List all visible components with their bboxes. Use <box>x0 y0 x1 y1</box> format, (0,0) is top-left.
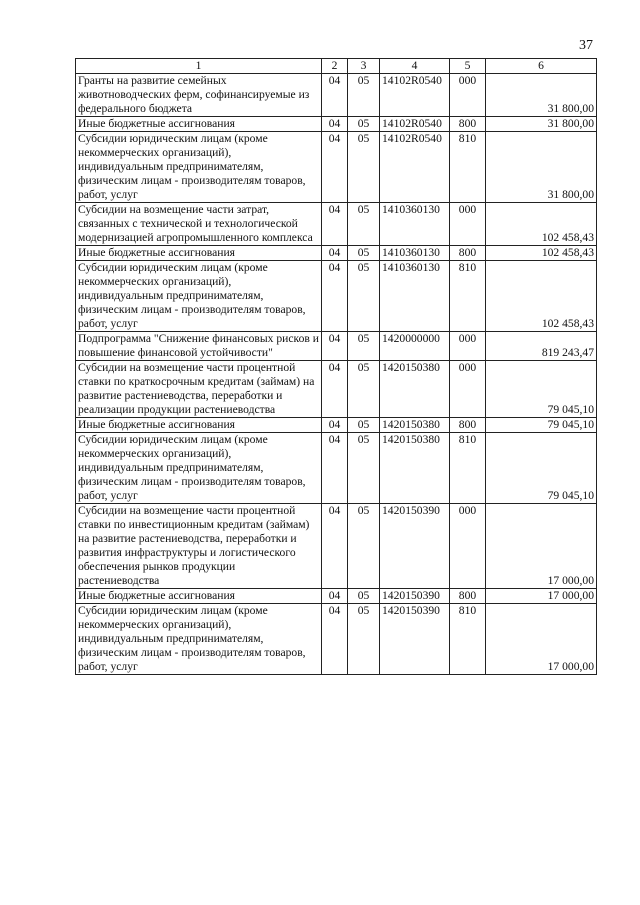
row-amount: 102 458,43 <box>486 203 597 246</box>
column-header: 3 <box>348 59 380 74</box>
row-name: Субсидии юридическим лицам (кроме некоммерческих организаций), индивидуальным предпринимателям, физическим лицам - производителям товаров, работ, услуг <box>76 261 322 332</box>
row-amount: 79 045,10 <box>486 418 597 433</box>
row-name: Иные бюджетные ассигнования <box>76 246 322 261</box>
row-target-code: 1420150380 <box>380 433 450 504</box>
row-target-code: 14102R0540 <box>380 74 450 117</box>
row-amount: 79 045,10 <box>486 361 597 418</box>
table-row <box>76 589 597 604</box>
column-header: 2 <box>322 59 348 74</box>
row-section: 04 <box>322 332 348 361</box>
row-subsection: 05 <box>348 433 380 504</box>
row-target-code: 1420000000 <box>380 332 450 361</box>
table-header-row <box>76 59 597 74</box>
column-header: 5 <box>450 59 486 74</box>
row-amount: 31 800,00 <box>486 132 597 203</box>
table-row <box>76 74 597 117</box>
row-name: Иные бюджетные ассигнования <box>76 418 322 433</box>
table-row <box>76 418 597 433</box>
row-amount: 102 458,43 <box>486 261 597 332</box>
row-section: 04 <box>322 246 348 261</box>
row-name: Субсидии на возмещение части затрат, связанных с технической и технологической модернизацией агропромышленного комплекса <box>76 203 322 246</box>
row-expense-type: 000 <box>450 361 486 418</box>
row-amount: 31 800,00 <box>486 74 597 117</box>
row-expense-type: 810 <box>450 604 486 675</box>
row-amount: 79 045,10 <box>486 433 597 504</box>
row-amount: 17 000,00 <box>486 504 597 589</box>
row-target-code: 1420150380 <box>380 361 450 418</box>
budget-table <box>75 58 597 675</box>
row-name: Гранты на развитие семейных животноводческих ферм, софинансируемые из федерального бюджета <box>76 74 322 117</box>
row-target-code: 1420150390 <box>380 604 450 675</box>
table-row <box>76 433 597 504</box>
row-expense-type: 800 <box>450 117 486 132</box>
row-section: 04 <box>322 117 348 132</box>
row-subsection: 05 <box>348 332 380 361</box>
row-amount: 102 458,43 <box>486 246 597 261</box>
table-row <box>76 261 597 332</box>
row-subsection: 05 <box>348 589 380 604</box>
row-name: Субсидии на возмещение части процентной ставки по краткосрочным кредитам (займам) на развитие растениеводства, переработки и реализации продукции растениеводства <box>76 361 322 418</box>
table-row <box>76 504 597 589</box>
row-section: 04 <box>322 261 348 332</box>
row-target-code: 1410360130 <box>380 246 450 261</box>
page-number: 37 <box>579 38 593 53</box>
table-row <box>76 246 597 261</box>
row-name: Субсидии юридическим лицам (кроме некоммерческих организаций), индивидуальным предпринимателям, физическим лицам - производителям товаров, работ, услуг <box>76 604 322 675</box>
row-target-code: 1420150390 <box>380 589 450 604</box>
table-row <box>76 604 597 675</box>
row-section: 04 <box>322 433 348 504</box>
row-target-code: 1420150390 <box>380 504 450 589</box>
row-subsection: 05 <box>348 361 380 418</box>
row-subsection: 05 <box>348 604 380 675</box>
row-section: 04 <box>322 132 348 203</box>
table-row <box>76 361 597 418</box>
row-target-code: 14102R0540 <box>380 132 450 203</box>
row-subsection: 05 <box>348 418 380 433</box>
row-expense-type: 800 <box>450 246 486 261</box>
row-subsection: 05 <box>348 117 380 132</box>
row-subsection: 05 <box>348 203 380 246</box>
row-name: Подпрограмма "Снижение финансовых рисков и повышение финансовой устойчивости" <box>76 332 322 361</box>
row-target-code: 1420150380 <box>380 418 450 433</box>
row-expense-type: 800 <box>450 418 486 433</box>
row-subsection: 05 <box>348 261 380 332</box>
column-header: 4 <box>380 59 450 74</box>
row-expense-type: 810 <box>450 261 486 332</box>
table-row <box>76 132 597 203</box>
row-section: 04 <box>322 203 348 246</box>
row-subsection: 05 <box>348 246 380 261</box>
row-expense-type: 800 <box>450 589 486 604</box>
row-target-code: 1410360130 <box>380 203 450 246</box>
row-name: Субсидии юридическим лицам (кроме некоммерческих организаций), индивидуальным предпринимателям, физическим лицам - производителям товаров, работ, услуг <box>76 433 322 504</box>
row-target-code: 14102R0540 <box>380 117 450 132</box>
row-section: 04 <box>322 74 348 117</box>
row-subsection: 05 <box>348 74 380 117</box>
table-row <box>76 203 597 246</box>
row-name: Иные бюджетные ассигнования <box>76 117 322 132</box>
row-amount: 819 243,47 <box>486 332 597 361</box>
row-expense-type: 810 <box>450 433 486 504</box>
row-expense-type: 000 <box>450 504 486 589</box>
row-expense-type: 810 <box>450 132 486 203</box>
row-amount: 31 800,00 <box>486 117 597 132</box>
row-amount: 17 000,00 <box>486 604 597 675</box>
row-section: 04 <box>322 504 348 589</box>
column-header: 6 <box>486 59 597 74</box>
table-row <box>76 117 597 132</box>
column-header: 1 <box>76 59 322 74</box>
row-section: 04 <box>322 589 348 604</box>
row-subsection: 05 <box>348 504 380 589</box>
row-section: 04 <box>322 361 348 418</box>
row-name: Иные бюджетные ассигнования <box>76 589 322 604</box>
row-target-code: 1410360130 <box>380 261 450 332</box>
row-expense-type: 000 <box>450 203 486 246</box>
row-expense-type: 000 <box>450 332 486 361</box>
table-row <box>76 332 597 361</box>
row-name: Субсидии на возмещение части процентной ставки по инвестиционным кредитам (займам) на развитие растениеводства, переработки и развития инфраструктуры и логистического обеспечения рынков продукции растениеводства <box>76 504 322 589</box>
row-section: 04 <box>322 418 348 433</box>
row-amount: 17 000,00 <box>486 589 597 604</box>
row-section: 04 <box>322 604 348 675</box>
row-name: Субсидии юридическим лицам (кроме некоммерческих организаций), индивидуальным предпринимателям, физическим лицам - производителям товаров, работ, услуг <box>76 132 322 203</box>
row-expense-type: 000 <box>450 74 486 117</box>
row-subsection: 05 <box>348 132 380 203</box>
